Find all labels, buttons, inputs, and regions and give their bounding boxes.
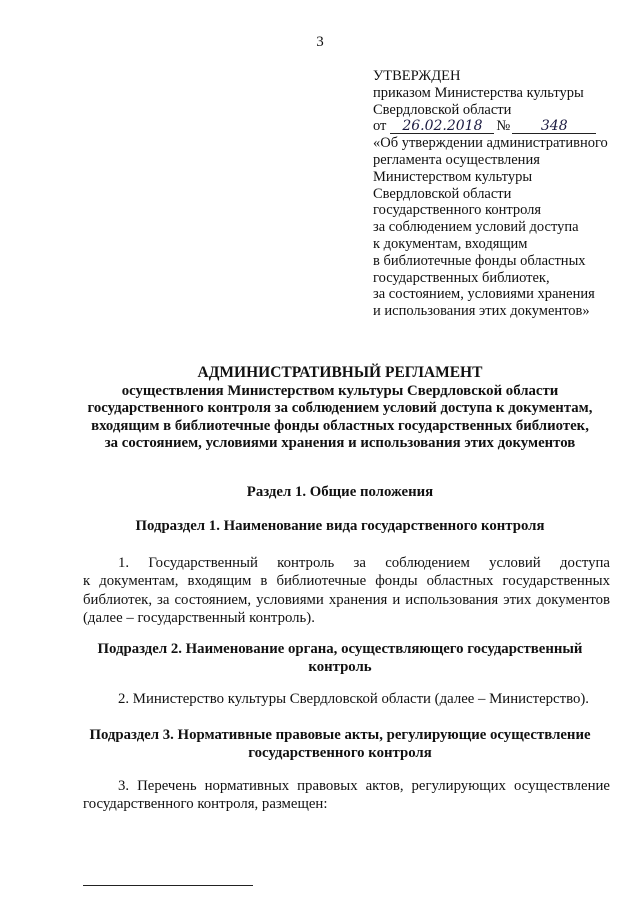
approval-title-line: Свердловской области (373, 185, 512, 202)
document-title-line: осуществления Министерством культуры Свердловской области (121, 382, 559, 399)
approval-title-line: и использования этих документов» (373, 303, 590, 320)
subsection-2-heading-line: Подраздел 2. Наименование органа, осуществляющего государственный (97, 641, 583, 657)
document-title-main: АДМИНИСТРАТИВНЫЙ РЕГЛАМЕНТ (197, 364, 483, 381)
approval-title-line: Министерством культуры (373, 168, 533, 185)
page-number: 3 (316, 34, 324, 50)
paragraph-1 (83, 554, 610, 628)
paragraph-2: 2. Министерство культуры Свердловской области (далее – Министерство). (118, 691, 589, 707)
approval-line: приказом Министерства культуры (373, 84, 584, 101)
paragraph-line: библиотек, за состоянием, условиями хранения и использования этих документов (83, 591, 610, 608)
approval-title-line: к документам, входящим (373, 235, 528, 252)
footnote-divider (83, 885, 253, 886)
number-prefix: № (496, 118, 511, 135)
paragraph-line: 1. Государственный контроль за соблюдением условий доступа (118, 555, 610, 571)
approval-title-line: за соблюдением условий доступа (373, 219, 579, 236)
section-1-heading: Раздел 1. Общие положения (246, 484, 434, 500)
date-prefix: от (373, 118, 387, 135)
paragraph-line: к документам, входящим в библиотечные фонды областных государственных (83, 573, 610, 590)
subsection-1-heading: Подраздел 1. Наименование вида государственного контроля (135, 518, 545, 534)
document-title-line: государственного контроля за соблюдением условий доступа к документам, (87, 400, 593, 416)
approval-title-line: за состоянием, условиями хранения (373, 286, 595, 303)
approval-line: Свердловской области (373, 101, 512, 118)
approval-date-line (373, 118, 635, 135)
paragraph-line: государственного контроля, размещен: (83, 796, 328, 813)
subsection-3-heading-line: государственного контроля (248, 745, 432, 761)
approval-block (373, 68, 635, 320)
handwritten-number: 348 (512, 119, 596, 134)
document-title (70, 364, 610, 453)
approval-heading: УТВЕРЖДЕН (373, 68, 461, 84)
document-title-line: за состоянием, условиями хранения и использования этих документов (104, 435, 576, 451)
approval-title-line: государственных библиотек, (373, 269, 550, 286)
approval-title-line: «Об утверждении административного (373, 135, 608, 152)
paragraph-line: 3. Перечень нормативных правовых актов, регулирующих осуществление (118, 778, 610, 794)
handwritten-date: 26.02.2018 (390, 119, 494, 134)
subsection-3-heading (70, 726, 610, 762)
approval-title-line: государственного контроля (373, 202, 542, 219)
approval-title-line: регламента осуществления (373, 151, 540, 168)
subsection-2-heading-line: контроль (308, 659, 372, 675)
subsection-2-heading (70, 640, 610, 676)
subsection-3-heading-line: Подраздел 3. Нормативные правовые акты, регулирующие осуществление (89, 727, 591, 743)
approval-title-line: в библиотечные фонды областных (373, 252, 586, 269)
paragraph-line: (далее – государственный контроль). (83, 610, 315, 627)
paragraph-3 (83, 777, 610, 814)
document-title-line: входящим в библиотечные фонды областных государственных библиотек, (91, 417, 589, 434)
